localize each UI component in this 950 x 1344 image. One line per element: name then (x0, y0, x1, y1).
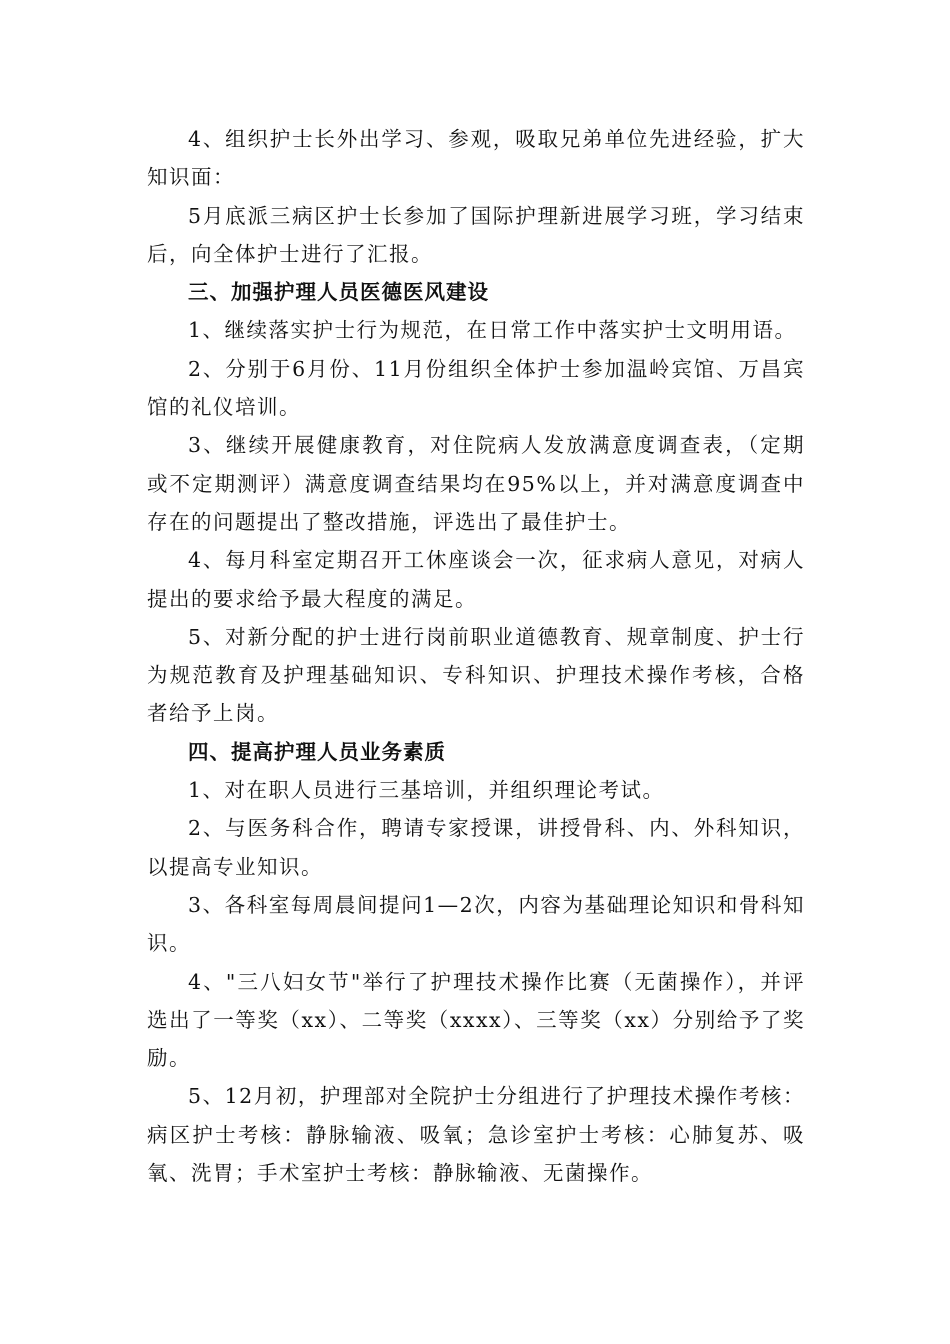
paragraph-item: 1、对在职人员进行三基培训，并组织理论考试。 (188, 778, 665, 803)
paragraph-item: 3、各科室每周晨间提问1—2次，内容为基础理论知识和骨科知识。 (147, 892, 805, 956)
paragraph-item: 2、分别于6月份、11月份组织全体护士参加温岭宾馆、万昌宾馆的礼仪培训。 (147, 356, 805, 420)
paragraph-item: 5、12月初，护理部对全院护士分组进行了护理技术操作考核：病区护士考核：静脉输液、吸氧；急诊室护士考核：心肺复苏、吸氧、洗胃；手术室护士考核：静脉输液、无菌操作。 (147, 1084, 805, 1186)
document-body (147, 120, 805, 1192)
paragraph-item: 5、对新分配的护士进行岗前职业道德教育、规章制度、护士行为规范教育及护理基础知识、专科知识、护理技术操作考核，合格者给予上岗。 (147, 624, 805, 726)
paragraph-item: 5月底派三病区护士长参加了国际护理新进展学习班，学习结束后，向全体护士进行了汇报。 (147, 203, 805, 266)
paragraph-item: 4、"三八妇女节"举行了护理技术操作比赛（无菌操作），并评选出了一等奖（xx）、二等奖（xxxx）、三等奖（xx）分别给予了奖励。 (147, 969, 805, 1071)
section-heading: 三、加强护理人员医德医风建设 (188, 280, 489, 305)
paragraph-item: 2、与医务科合作，聘请专家授课，讲授骨科、内、外科知识，以提高专业知识。 (147, 816, 805, 879)
paragraph-item: 1、继续落实护士行为规范，在日常工作中落实护士文明用语。 (188, 318, 797, 343)
section-heading: 四、提高护理人员业务素质 (188, 739, 446, 764)
paragraph-item: 3、继续开展健康教育，对住院病人发放满意度调查表，（定期或不定期测评）满意度调查结果均在95%以上，并对满意度调查中存在的问题提出了整改措施，评选出了最佳护士。 (147, 433, 805, 534)
paragraph-item: 4、每月科室定期召开工休座谈会一次，征求病人意见，对病人提出的要求给予最大程度的满足。 (147, 548, 805, 611)
paragraph-item: 4、组织护士长外出学习、参观，吸取兄弟单位先进经验，扩大知识面： (147, 127, 805, 190)
